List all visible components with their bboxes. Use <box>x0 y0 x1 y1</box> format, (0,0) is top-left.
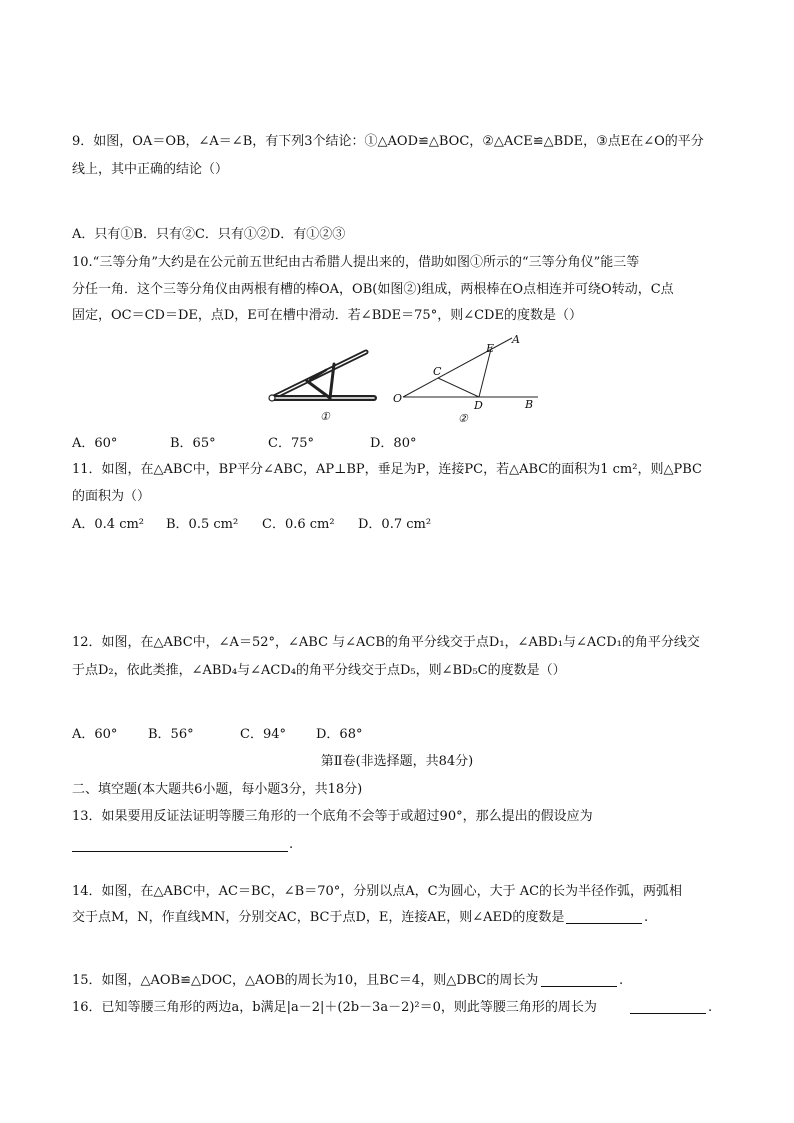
q11-line2: 的面积为（） <box>72 489 151 504</box>
q12-option-a: A．60° <box>72 727 118 742</box>
q14-line1: 14．如图，在△ABC中，AC＝BC，∠B＝70°，分别以点A，C为圆心，大于 AC的长为半径作弧，两弧相 <box>72 884 683 899</box>
q10-line1: 10.“三等分角”大约是在公元前五世纪由古希腊人提出来的，借助如图①所示的“三等分角仪”能三等 <box>72 255 640 270</box>
q10-line3: 固定，OC＝CD＝DE，点D，E可在槽中滑动．若∠BDE＝75°，则∠CDE的度数是（） <box>72 308 582 323</box>
section2-heading: 二、填空题(本大题共6小题，每小题3分，共18分) <box>72 782 363 797</box>
q12-option-d: D．68° <box>316 727 363 742</box>
q13-answer-blank[interactable] <box>72 851 288 852</box>
q10-line2: 分任一角．这个三等分角仪由两根有槽的棒OA，OB(如图②)组成，两根棒在O点相连并可绕O转动，C点 <box>72 282 674 297</box>
q12-option-b: B．56° <box>148 727 194 742</box>
q16-line1: 16．已知等腰三角形的两边a，b满足|a－2|＋(2b－3a－2)²＝0，则此等腰三角形的周长为 <box>72 1000 597 1015</box>
label-C: C <box>433 365 442 378</box>
part2-title: 第Ⅱ卷(非选择题，共84分) <box>320 754 474 769</box>
label-D: D <box>474 399 483 412</box>
q14-line2: 交于点M，N，作直线MN，分别交AC，BC于点D，E，连接AE，则∠AED的度数是 <box>72 910 565 925</box>
label-B: B <box>525 398 534 411</box>
figure2-caption: ② <box>458 412 468 425</box>
q10-option-b: B．65° <box>170 436 216 451</box>
q16-period: . <box>708 1000 713 1015</box>
q12-option-c: C．94° <box>240 727 286 742</box>
q14-period: . <box>644 910 649 925</box>
label-A: A <box>512 333 520 346</box>
figure1-caption: ① <box>320 410 330 423</box>
q10-option-a: A．60° <box>72 436 118 451</box>
q12-line2: 于点D₂，依此类推，∠ABD₄与∠ACD₄的角平分线交于点D₅，则∠BD₅C的度数是（） <box>72 663 566 678</box>
q9-line2: 线上，其中正确的结论（） <box>72 162 229 177</box>
q12-line1: 12．如图，在△ABC中，∠A＝52°，∠ABC 与∠ACB的角平分线交于点D₁，∠ABD₁与∠ACD₁的角平分线交 <box>72 635 700 650</box>
q14-answer-blank[interactable] <box>566 923 642 924</box>
q11-option-a: A．0.4 cm² <box>72 517 145 532</box>
label-O: O <box>393 392 403 405</box>
q11-option-d: D．0.7 cm² <box>358 517 432 532</box>
q15-period: . <box>619 973 624 988</box>
q11-option-c: C．0.6 cm² <box>262 517 335 532</box>
q9-options: A．只有①B．只有②C．只有①②D．有①②③ <box>72 227 346 242</box>
trisector-device-figure <box>262 334 387 424</box>
q10-option-c: C．75° <box>268 436 314 451</box>
q15-line1: 15．如图，△AOB≌△DOC，△AOB的周长为10，且BC＝4，则△DBC的周长为 <box>72 973 539 988</box>
q11-option-b: B．0.5 cm² <box>166 517 239 532</box>
q9-line1: 9．如图，OA＝OB，∠A＝∠B，有下列3个结论：①△AOD≌△BOC，②△ACE≌△BDE，③点E在∠O的平分 <box>72 134 704 149</box>
q11-line1: 11．如图，在△ABC中，BP平分∠ABC，AP⊥BP，垂足为P，连接PC，若△ABC的面积为1 cm²，则△PBC <box>72 462 702 477</box>
q10-option-d: D．80° <box>370 436 417 451</box>
q13-period: . <box>289 837 294 852</box>
q16-answer-blank[interactable] <box>630 1013 706 1014</box>
q13-line1: 13．如果要用反证法证明等腰三角形的一个底角不会等于或超过90°，那么提出的假设应为 <box>72 809 593 824</box>
label-E: E <box>486 342 495 355</box>
geometry-diagram-figure <box>388 332 548 426</box>
q15-answer-blank[interactable] <box>541 986 617 987</box>
